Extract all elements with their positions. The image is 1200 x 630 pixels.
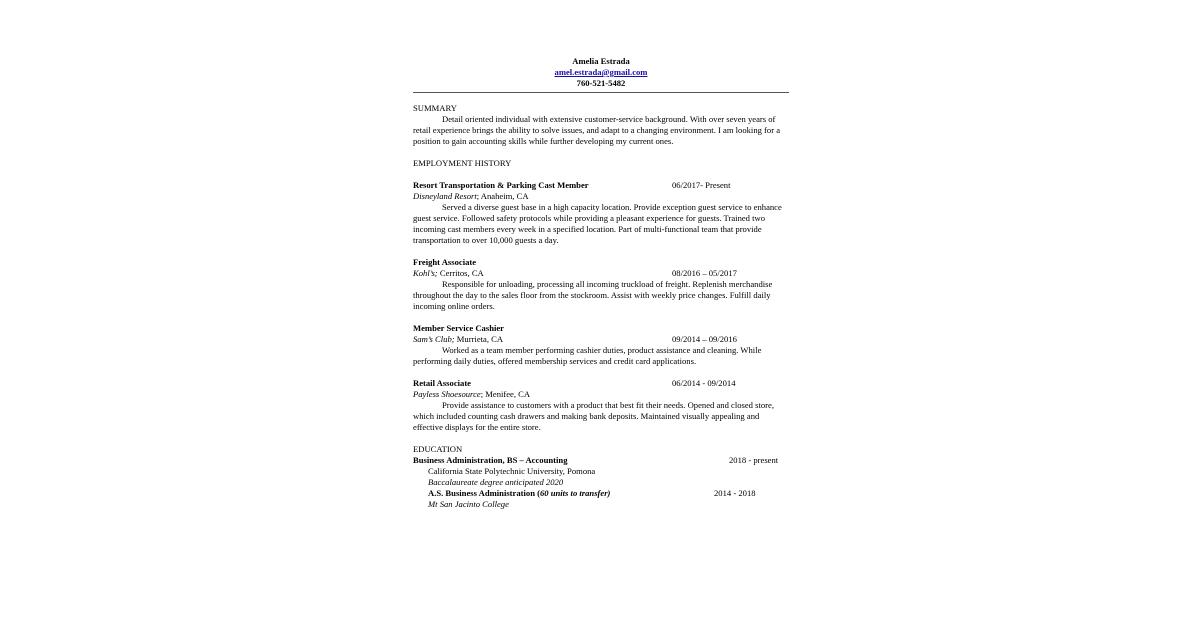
employment-section (413, 158, 789, 433)
education-section (413, 444, 789, 510)
job-entry (413, 180, 789, 246)
summary-section (413, 103, 789, 147)
job-title: Freight Associate (413, 257, 477, 267)
job-entry (413, 378, 789, 433)
job-dates: 06/2017- Present (672, 180, 731, 190)
job-dates: 08/2016 – 05/2017 (672, 268, 737, 278)
job-location: Murrieta, CA (454, 334, 504, 344)
job-description: Provide assistance to customers with a product that best fit their needs. Opened and closed store, which included counting cash drawers and making bank deposits. Maintained visually appealing and effective displays for the entire store. (413, 400, 774, 432)
job-company: Kohl’s; (413, 268, 438, 278)
resume-page (413, 56, 789, 510)
job-company: Payless Shoesource (413, 389, 481, 399)
email-link[interactable]: amel.estrada@gmail.com (554, 67, 648, 77)
job-title: Retail Associate (413, 378, 471, 388)
degree-title: A.S. Business Administration ( (428, 488, 540, 498)
degree-title-italic: 60 units to transfer) (539, 488, 611, 498)
job-entry (413, 323, 789, 367)
employment-title: EMPLOYMENT HISTORY (413, 158, 512, 168)
job-location: ; Anaheim, CA (476, 191, 529, 201)
school-name: Mt San Jacinto College (428, 499, 509, 509)
job-dates: 09/2014 – 09/2016 (672, 334, 737, 344)
job-description: Served a diverse guest base in a high capacity location. Provide exception guest service to enhance guest service. Followed safety protocols while providing a pleasant experience for guests. Trained two incoming cast members every week in a specified location. Part of multi-functional team that provide transportation to over 10,000 guests a day. (413, 202, 782, 245)
job-description: Worked as a team member performing cashier duties, product assistance and cleaning. While performing daily duties, offered membership services and credit card applications. (413, 345, 762, 366)
section-gap (413, 433, 789, 444)
job-title: Member Service Cashier (413, 323, 504, 333)
header-divider (413, 92, 789, 93)
job-company: Disneyland Resort (413, 191, 477, 201)
phone-number: 760-521-5482 (576, 78, 626, 88)
summary-title: SUMMARY (413, 103, 457, 113)
degree-title: Business Administration, BS – Accounting (413, 455, 568, 465)
education-title: EDUCATION (413, 444, 463, 454)
school-name: California State Polytechnic University, Pomona (428, 466, 596, 476)
job-entry (413, 257, 789, 312)
degree-note: Baccalaureate degree anticipated 2020 (428, 477, 564, 487)
degree-dates: 2014 - 2018 (714, 488, 756, 498)
applicant-name: Amelia Estrada (572, 56, 630, 66)
job-dates: 06/2014 - 09/2014 (672, 378, 736, 388)
job-title: Resort Transportation & Parking Cast Member (413, 180, 589, 190)
degree-dates: 2018 - present (729, 455, 779, 465)
job-location: Cerritos, CA (437, 268, 484, 278)
job-description: Responsible for unloading, processing all incoming truckload of freight. Replenish merchandise throughout the day to the sales floor from the stockroom. Assist with weekly price changes. Fulfill daily incoming online orders. (413, 279, 773, 311)
job-company: Sam’s Club; (413, 334, 455, 344)
resume-header (413, 56, 789, 89)
summary-text: Detail oriented individual with extensive customer-service background. With over seven years of retail experience brings the ability to solve issues, and adapt to a changing environment. I am looking for a position to gain accounting skills while further developing my current ones. (413, 114, 781, 146)
job-location: ; Menifee, CA (480, 389, 531, 399)
section-gap (413, 147, 789, 158)
